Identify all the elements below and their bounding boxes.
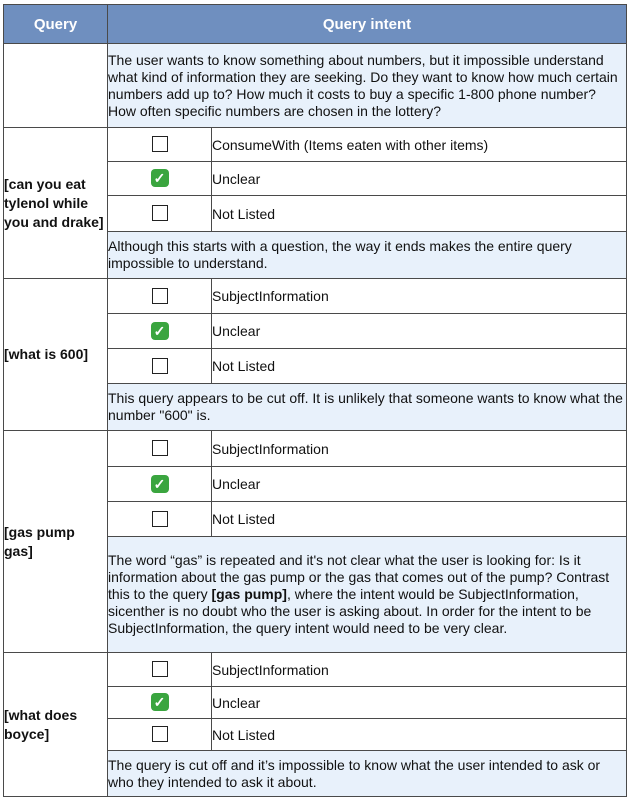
empty-checkbox-icon [152,205,168,221]
empty-checkbox-icon [152,136,168,152]
option-label: Not Listed [212,719,627,751]
option-checkbox[interactable] [108,719,212,751]
explanation-note: Although this starts with a question, the way it ends makes the entire query impossible to understand. [108,232,627,279]
option-checkbox[interactable] [108,653,212,687]
option-label: ConsumeWith (Items eaten with other items) [212,128,627,162]
empty-checkbox-icon [152,661,168,677]
option-label: SubjectInformation [212,431,627,467]
query-cell: [what is 600] [4,279,108,431]
green-checkmark-icon: ✓ [151,475,169,493]
intro-empty-cell [4,44,108,128]
option-label: Unclear [212,162,627,196]
option-label: Unclear [212,467,627,502]
explanation-note: The query is cut off and it’s impossible to know what the user intended to ask or who they intended to ask it about. [108,751,627,797]
header-query-intent: Query intent [108,5,627,44]
option-checkbox[interactable] [108,279,212,314]
option-checkbox[interactable] [108,502,212,537]
option-checkbox[interactable] [108,349,212,384]
note-text: , where the intent would be SubjectInformation, sicenther is no doubt who the user is asking about. In order for the intent to be SubjectInformation, the query intent would need to be very clear. [108,586,592,636]
option-label: Unclear [212,687,627,719]
query-intent-table [3,4,627,797]
empty-checkbox-icon [152,288,168,304]
empty-checkbox-icon [152,726,168,742]
option-checkbox[interactable] [108,431,212,467]
query-cell: [what does boyce] [4,653,108,797]
intro-note: The user wants to know something about numbers, but it impossible understand what kind of information they are seeking. Do they want to know how much certain numbers add up to? How much it costs to buy a specific 1-800 phone number? How often specific numbers are chosen in the lottery? [108,44,627,128]
explanation-note [108,537,627,653]
query-cell: [can you eat tylenol while you and drake] [4,128,108,279]
explanation-note: This query appears to be cut off. It is unlikely that someone wants to know what the number "600" is. [108,384,627,431]
option-checkbox[interactable] [108,162,212,196]
option-checkbox[interactable] [108,128,212,162]
option-checkbox[interactable] [108,687,212,719]
header-query: Query [4,5,108,44]
option-checkbox[interactable] [108,467,212,502]
option-label: Not Listed [212,196,627,232]
option-checkbox[interactable] [108,196,212,232]
green-checkmark-icon: ✓ [151,693,169,711]
note-text: The word “gas” is repeated and it's not clear what the user is looking for: Is it information about the gas pump or the gas that comes out of the pump? Contrast this to the query [108,552,610,602]
query-cell: [gas pump gas] [4,431,108,653]
green-checkmark-icon: ✓ [151,169,169,187]
empty-checkbox-icon [152,440,168,456]
note-query-bold: [gas pump] [211,586,287,602]
option-label: Unclear [212,314,627,349]
green-checkmark-icon: ✓ [151,322,169,340]
empty-checkbox-icon [152,358,168,374]
empty-checkbox-icon [152,511,168,527]
option-label: SubjectInformation [212,653,627,687]
option-label: Not Listed [212,502,627,537]
option-label: SubjectInformation [212,279,627,314]
option-checkbox[interactable] [108,314,212,349]
option-label: Not Listed [212,349,627,384]
